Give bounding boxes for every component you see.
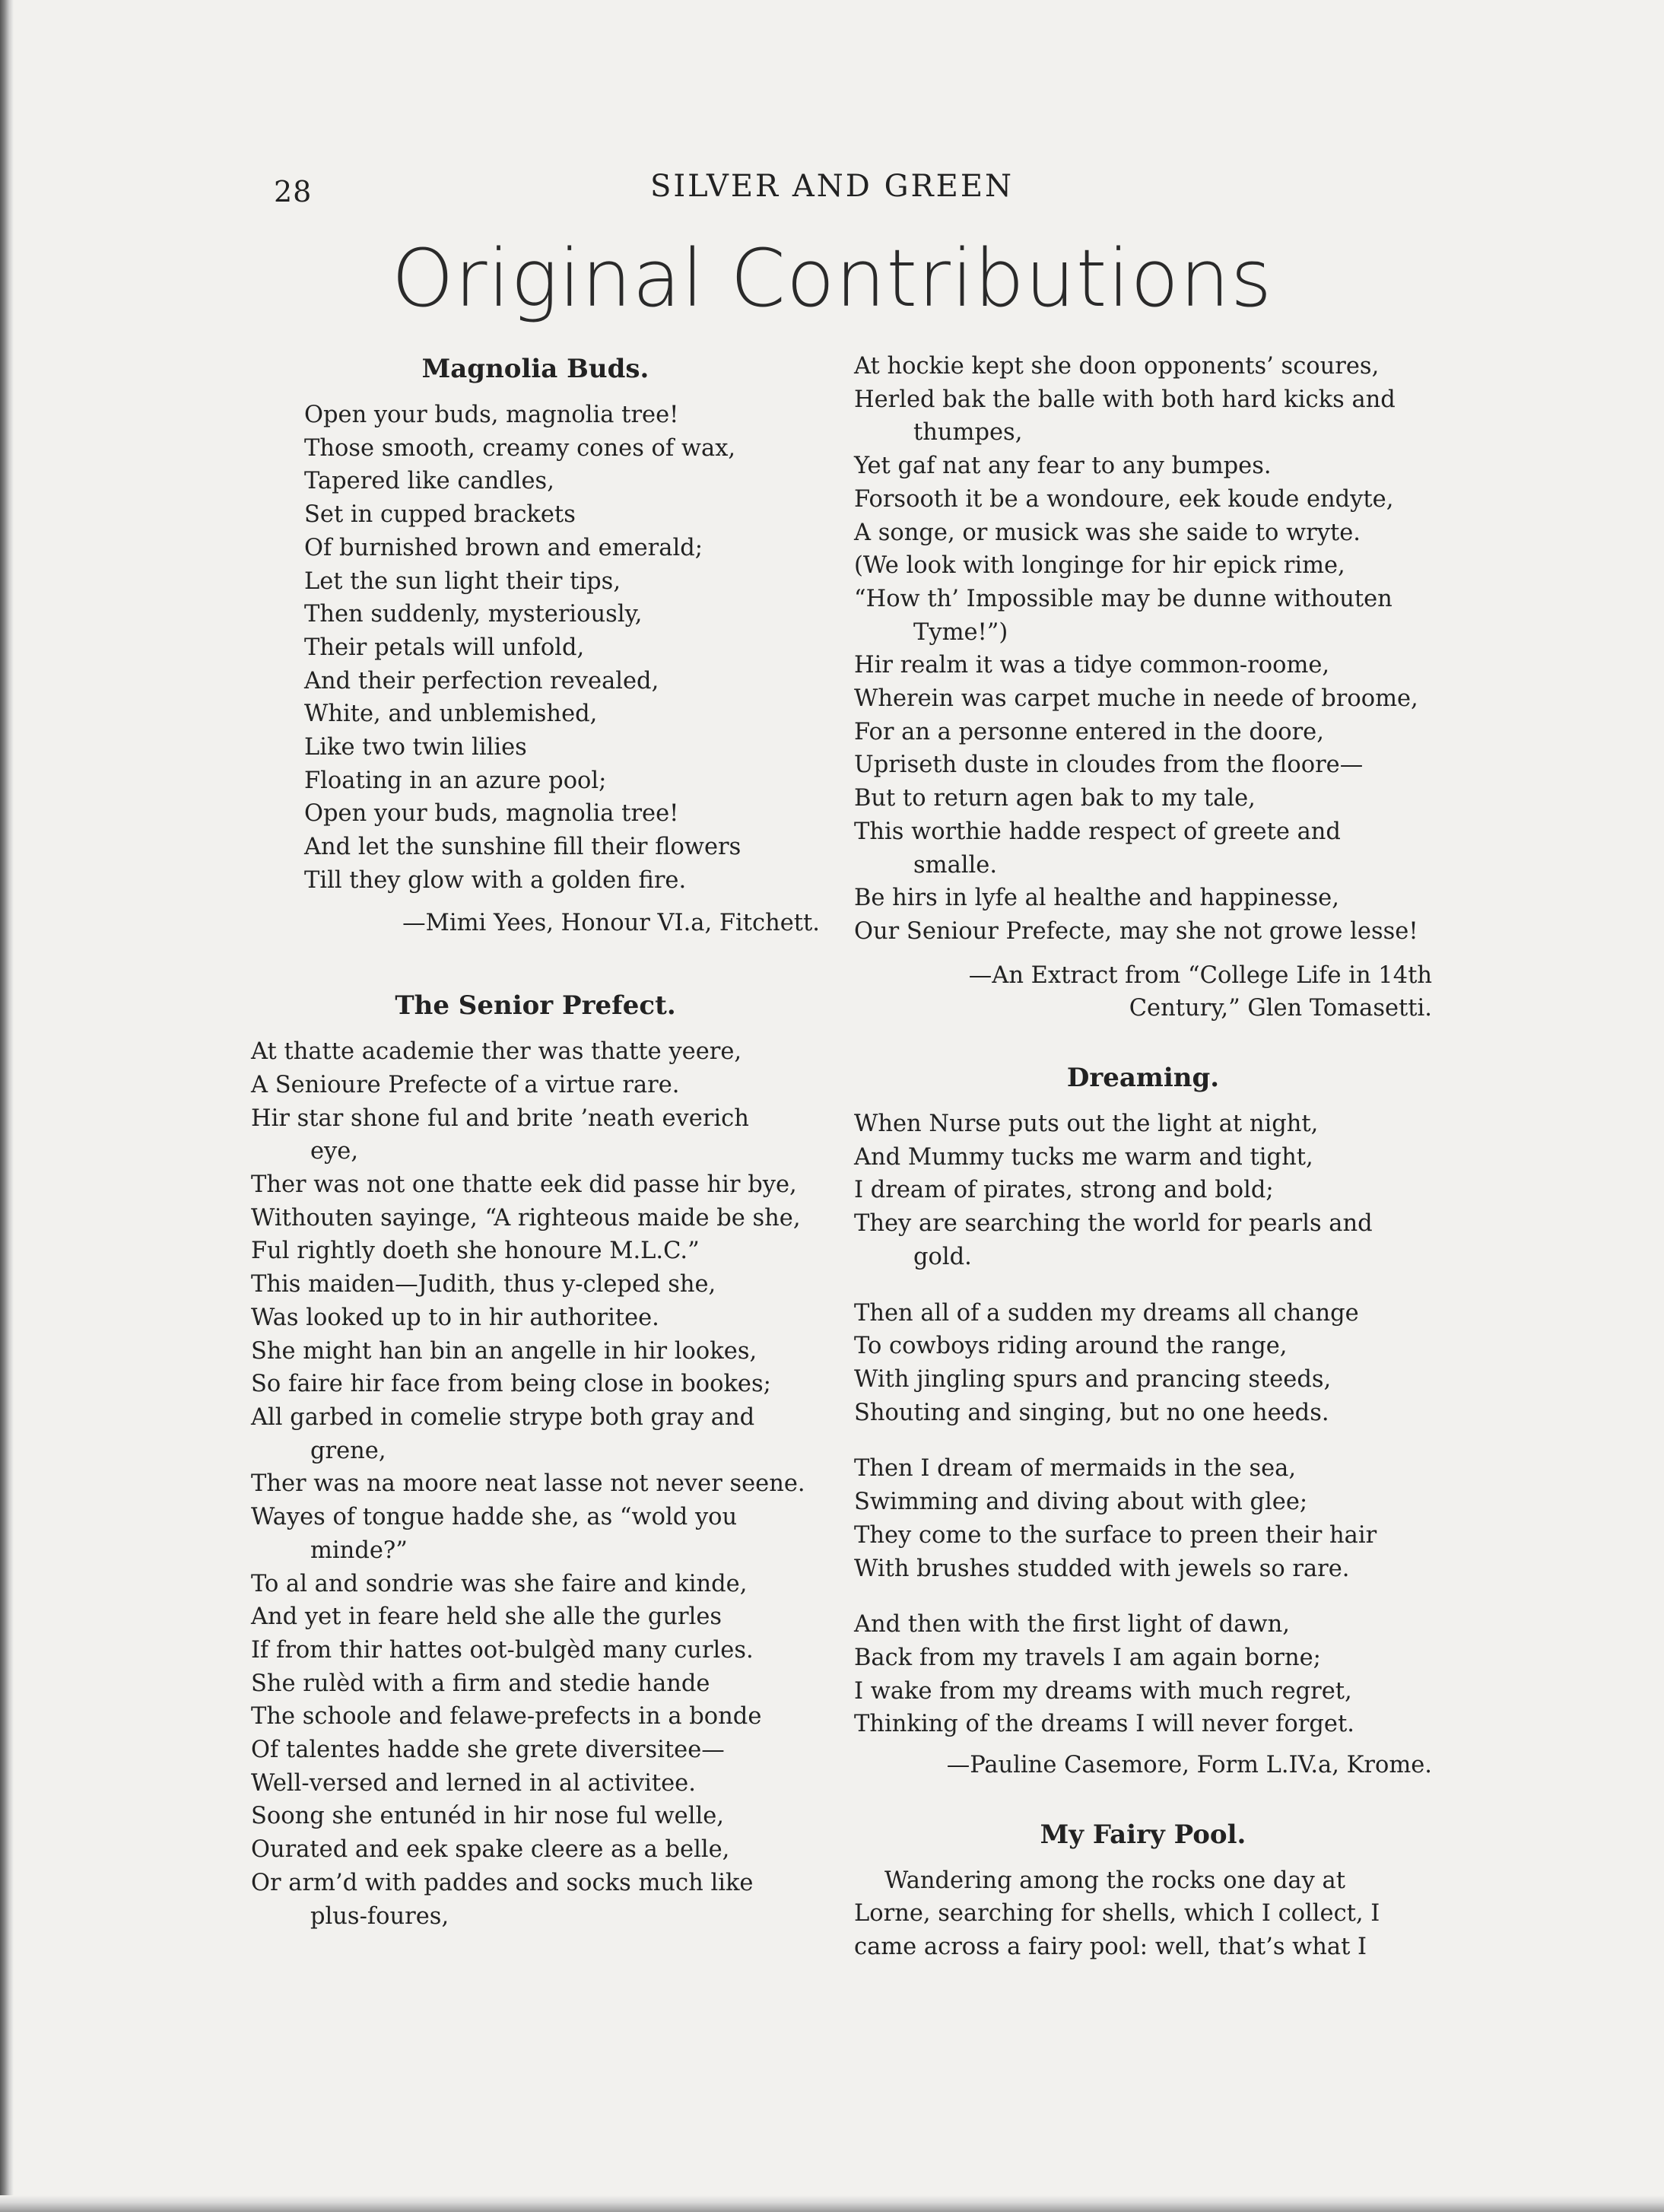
text-line: Was looked up to in hir authoritee. [251,1304,659,1331]
text-line: grene, [310,1437,386,1464]
text-line: Shouting and singing, but no one heeds. [854,1399,1329,1426]
poem-title: The Senior Prefect. [395,990,676,1022]
text-line: Or arm’d with paddes and socks much like [251,1869,754,1896]
poem-senior-prefect [251,987,820,1933]
text-line: smalle. [913,851,998,879]
text-line: Swimming and diving about with glee; [854,1489,1308,1516]
text-line: Soong she entunéd in hir nose ful welle, [251,1803,724,1830]
poem-title: Magnolia Buds. [421,354,649,384]
poem-credit: —Mimi Yees, Honour VI.a, Fitchett. [402,909,820,936]
text-line: minde?” [310,1537,408,1564]
poem-senior-prefect-continued [854,350,1432,1025]
text-line: And yet in feare held she alle the gurles [251,1603,722,1631]
page-edge-shadow [0,0,14,2212]
text-line: And then with the first light of dawn, [854,1611,1290,1638]
text-line: Of burnished brown and emerald; [304,534,703,561]
text-line: plus-foures, [310,1902,449,1930]
text-line: thumpes, [913,419,1023,447]
text-line: Tapered like candles, [304,468,554,495]
text-line: At thatte academie ther was thatte yeere, [251,1038,742,1066]
poem-credit: —An Extract from “College Life in 14th [968,961,1432,989]
text-line: Yet gaf nat any fear to any bumpes. [854,453,1272,480]
text-line: Their petals will unfold, [304,634,585,661]
text-line: This worthie hadde respect of greete and [854,818,1341,845]
text-line: Then all of a sudden my dreams all change [854,1299,1359,1327]
right-column [854,350,1432,1964]
text-line: To cowboys riding around the range, [854,1333,1288,1360]
text-line: Lorne, searching for shells, which I collect, I [854,1900,1380,1928]
text-line: I wake from my dreams with much regret, [854,1677,1352,1705]
page-bottom-shadow [0,2195,1664,2212]
text-line: came across a fairy pool: well, that’s what I [854,1934,1367,1961]
poem-body [854,350,1432,949]
text-line: Ourated and eek spake cleere as a belle, [251,1836,730,1864]
text-line: But to return agen bak to my tale, [854,785,1256,812]
text-line: Herled bak the balle with both hard kicks and [854,386,1396,413]
text-line: Well-versed and lerned in al activitee. [251,1769,696,1797]
poem-title: Dreaming. [1066,1063,1220,1094]
text-line: And let the sunshine fill their flowers [304,834,741,861]
poem-dreaming [854,1059,1432,1782]
story-body [854,1864,1432,1964]
running-head: SILVER AND GREEN [649,169,1015,204]
text-line: Ful rightly doeth she honoure M.L.C.” [251,1238,700,1265]
text-line: For an a personne entered in the doore, [854,718,1324,745]
text-line: Withouten sayinge, “A righteous maide be she, [251,1204,801,1232]
text-line: Then suddenly, mysteriously, [304,601,643,628]
text-line: A songe, or musick was she saide to wryte. [854,519,1361,546]
text-line: They come to the surface to preen their hair [854,1521,1377,1549]
story-title: My Fairy Pool. [1040,1819,1246,1850]
text-line: With jingling spurs and prancing steeds, [854,1365,1332,1393]
text-line: When Nurse puts out the light at night, [854,1111,1319,1138]
text-line: If from thir hattes oot-bulgèd many curles. [251,1636,754,1664]
poem-credit: Century,” Glen Tomasetti. [1129,995,1432,1022]
text-line: White, and unblemished, [304,701,598,728]
text-line: Till they glow with a golden fire. [304,866,687,894]
text-line: Upriseth duste in cloudes from the floore— [854,752,1364,779]
text-line: They are searching the world for pearls and [854,1210,1373,1238]
text-line: A Senioure Prefecte of a virtue rare. [251,1071,680,1098]
left-column [251,350,820,1933]
poem-credit: —Pauline Casemore, Form L.IV.a, Krome. [946,1752,1432,1779]
text-line: So faire hir face from being close in bookes; [251,1371,771,1398]
text-line: Wandering among the rocks one day at [884,1867,1345,1894]
text-line: She might han bin an angelle in hir lookes, [251,1337,757,1365]
text-line: Set in cupped brackets [304,501,576,529]
text-line: All garbed in comelie strype both gray and [251,1403,755,1431]
text-line: Back from my travels I am again borne; [854,1644,1321,1671]
text-line: At hockie kept she doon opponents’ scoures, [854,353,1380,380]
text-line: (We look with longinge for hir epick rime, [854,552,1345,580]
page-number: 28 [274,175,313,208]
text-line: Wherein was carpet muche in neede of broome, [854,685,1418,713]
text-line: Those smooth, creamy cones of wax, [304,434,736,462]
text-line: Let the sun light their tips, [304,567,621,595]
poem-body [854,1108,1432,1741]
text-line: The schoole and felawe-prefects in a bonde [251,1703,762,1731]
poem-magnolia-buds [251,350,820,939]
text-line: Thinking of the dreams I will never forget. [854,1711,1354,1738]
text-line: Be hirs in lyfe al healthe and happinesse, [854,885,1339,912]
text-line: Hir star shone ful and brite ’neath everich [251,1104,749,1132]
text-line: With brushes studded with jewels so rare. [854,1555,1350,1582]
text-line: To al and sondrie was she faire and kinde, [251,1570,748,1597]
text-line: Tyme!”) [913,618,1008,646]
text-line: Open your buds, magnolia tree! [304,800,679,828]
text-line: I dream of pirates, strong and bold; [854,1177,1274,1204]
text-line: Ther was na moore neat lasse not never seene. [251,1470,805,1498]
text-line: Then I dream of mermaids in the sea, [854,1455,1297,1483]
poem-body [251,399,820,898]
text-line: eye, [310,1138,359,1165]
text-line: Hir realm it was a tidye common-roome, [854,652,1330,679]
text-line: Like two twin lilies [304,734,527,761]
poem-body [251,1035,820,1933]
text-line: Open your buds, magnolia tree! [304,402,679,428]
text-line: She rulèd with a firm and stedie hande [251,1670,710,1697]
text-line: gold. [913,1243,972,1270]
text-line: Floating in an azure pool; [304,767,607,794]
text-line: Our Seniour Prefecte, may she not growe lesse! [854,917,1418,945]
text-line: Of talentes hadde she grete diversitee— [251,1737,725,1764]
text-line: This maiden—Judith, thus y-cleped she, [251,1271,716,1298]
text-line: And Mummy tucks me warm and tight, [854,1143,1313,1171]
page-title: Original Contributions [391,232,1273,325]
text-line: Forsooth it be a wondoure, eek koude endyte, [854,485,1394,513]
text-line: And their perfection revealed, [304,667,659,694]
story-my-fairy-pool [854,1816,1432,1964]
text-line: Ther was not one thatte eek did passe hir bye, [251,1171,797,1199]
text-line: Wayes of tongue hadde she, as “wold you [251,1504,738,1531]
text-line: “How th’ Impossible may be dunne withouten [854,585,1392,612]
